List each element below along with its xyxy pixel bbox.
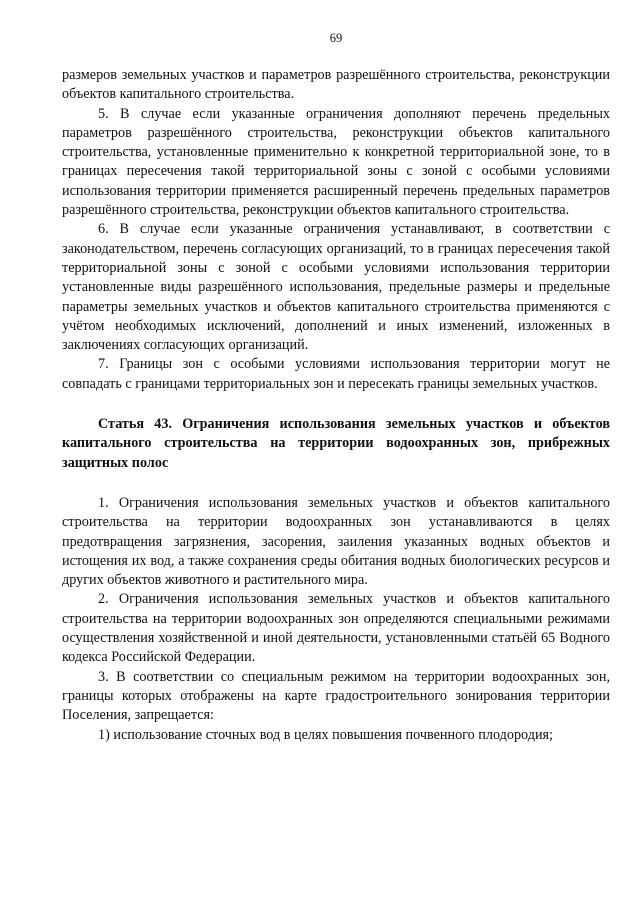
paragraph-item-5: 5. В случае если указанные ограничения дополняют перечень предельных параметров разрешённого строительства, реконструкции объектов капитального строительства, установленные применительно к конкретной территориальной зоне, то в границах пересечения такой территориальной зоны с зоной с особыми условиями использования территории применяется расширенный перечень предельных параметров разрешённого строительства, реконструкции объектов капитального строительства.: [62, 105, 610, 219]
paragraph-continuation: размеров земельных участков и параметров разрешённого строительства, реконструкции объектов капитального строительства.: [62, 67, 610, 103]
article-paragraph-2: 2. Ограничения использования земельных участков и объектов капитального строительства на территории водоохранных зон определяются специальными режимами осуществления хозяйственной и иной деятельности, установленными статьёй 65 Водного кодекса Российской Федерации.: [62, 591, 610, 666]
page-number: 69: [329, 31, 343, 45]
article-list-item-1: 1) использование сточных вод в целях повышения почвенного плодородия;: [98, 726, 554, 743]
paragraph-item-7: 7. Границы зон с особыми условиями использования территории могут не совпадать с границами территориальных зон и пересекать границы земельных участков.: [62, 356, 610, 392]
article-paragraph-1: 1. Ограничения использования земельных участков и объектов капитального строительства на территории водоохранных зон устанавливаются в целях предотвращения загрязнения, засорения, заиления указанных водных объектов и истощения их вод, а также сохранения среды обитания водных биологических ресурсов и других объектов животного и растительного мира.: [62, 494, 610, 589]
article-heading: Статья 43. Ограничения использования земельных участков и объектов капитального строительства на территории водоохранных зон, прибрежных защитных полос: [62, 416, 610, 471]
paragraph-item-6: 6. В случае если указанные ограничения устанавливают, в соответствии с законодательством, перечень согласующих организаций, то в границах пересечения такой территориальной зоны с зоной с особыми условиями использования территории установленные виды разрешённого использования, предельные размеры и предельные параметры земельных участков и объектов капитального строительства применяются с учётом необходимых исключений, дополнений и иных изменений, изложенных в заключениях согласующих организаций.: [62, 221, 610, 354]
article-paragraph-3: 3. В соответствии со специальным режимом на территории водоохранных зон, границы которых отображены на карте градостроительного зонирования территории Поселения, запрещается:: [62, 668, 610, 724]
